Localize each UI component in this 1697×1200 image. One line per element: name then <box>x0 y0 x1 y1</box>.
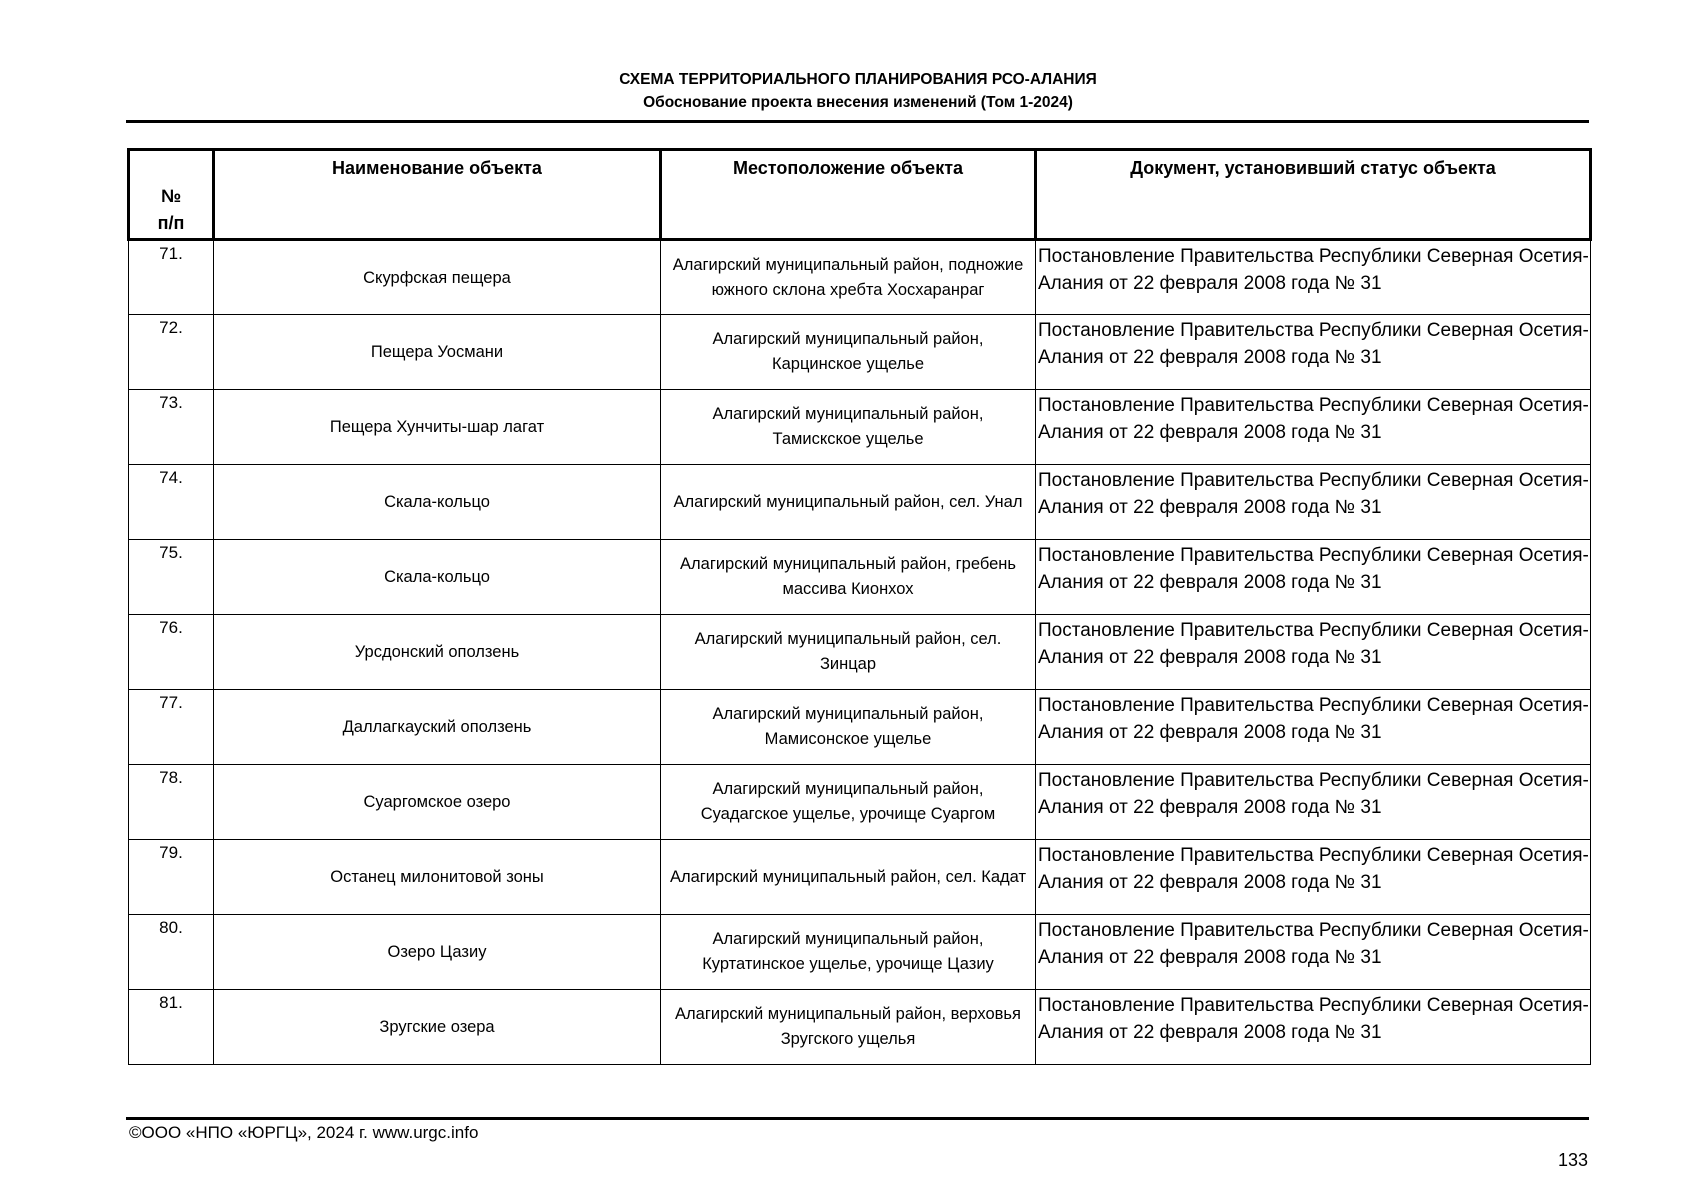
location-header-label: Местоположение объекта <box>732 158 964 178</box>
table-row <box>129 390 1591 465</box>
table-row <box>129 690 1591 765</box>
table-row <box>129 315 1591 390</box>
table-header-row <box>129 150 1591 240</box>
status-document: Постановление Правительства Республики Северная Осетия-Алания от 22 февраля 2008 года № 31 <box>1036 615 1591 690</box>
object-name: Даллагкауский оползень <box>214 690 661 765</box>
object-location: Алагирский муниципальный район, подножие южного склона хребта Хосхаранраг <box>661 240 1036 315</box>
object-location: Алагирский муниципальный район, Куртатинское ущелье, урочище Цазиу <box>661 915 1036 990</box>
table-row <box>129 540 1591 615</box>
object-name: Пещера Уосмани <box>214 315 661 390</box>
row-number: 75. <box>129 540 214 615</box>
row-number: 81. <box>129 990 214 1065</box>
status-document: Постановление Правительства Республики Северная Осетия-Алания от 22 февраля 2008 года № 31 <box>1036 240 1591 315</box>
table-row <box>129 615 1591 690</box>
footer-copyright: ©ООО «НПО «ЮРГЦ», 2024 г. www.urgc.info <box>129 1123 479 1142</box>
status-document: Постановление Правительства Республики Северная Осетия-Алания от 22 февраля 2008 года № 31 <box>1036 465 1591 540</box>
object-name: Скурфская пещера <box>214 240 661 315</box>
status-document: Постановление Правительства Республики Северная Осетия-Алания от 22 февраля 2008 года № 31 <box>1036 915 1591 990</box>
object-name: Останец милонитовой зоны <box>214 840 661 915</box>
table-row <box>129 765 1591 840</box>
table-row <box>129 240 1591 315</box>
status-document: Постановление Правительства Республики Северная Осетия-Алания от 22 февраля 2008 года № 31 <box>1036 840 1591 915</box>
object-name: Озеро Цазиу <box>214 915 661 990</box>
object-location: Алагирский муниципальный район, Мамисонское ущелье <box>661 690 1036 765</box>
column-header-location <box>661 150 1036 240</box>
row-number: 80. <box>129 915 214 990</box>
number-header-line1: № <box>160 186 182 206</box>
status-document: Постановление Правительства Республики Северная Осетия-Алания от 22 февраля 2008 года № 31 <box>1036 390 1591 465</box>
status-document: Постановление Правительства Республики Северная Осетия-Алания от 22 февраля 2008 года № 31 <box>1036 990 1591 1065</box>
object-location: Алагирский муниципальный район, Суадагское ущелье, урочище Суаргом <box>661 765 1036 840</box>
header-rule <box>126 120 1589 123</box>
object-location: Алагирский муниципальный район, сел. Зинцар <box>661 615 1036 690</box>
object-name: Пещера Хунчиты-шар лагат <box>214 390 661 465</box>
object-name: Скала-кольцо <box>214 540 661 615</box>
row-number: 79. <box>129 840 214 915</box>
document-header-label: Документ, установивший статус объекта <box>1130 158 1496 178</box>
number-header-line2: п/п <box>157 213 185 233</box>
object-location: Алагирский муниципальный район, сел. Кадат <box>661 840 1036 915</box>
column-header-number <box>129 150 214 240</box>
table-body <box>129 240 1591 1065</box>
object-name: Урсдонский оползень <box>214 615 661 690</box>
object-location: Алагирский муниципальный район, Тамискское ущелье <box>661 390 1036 465</box>
status-document: Постановление Правительства Республики Северная Осетия-Алания от 22 февраля 2008 года № 31 <box>1036 315 1591 390</box>
table-row <box>129 990 1591 1065</box>
object-location: Алагирский муниципальный район, гребень массива Кионхох <box>661 540 1036 615</box>
header-title: СХЕМА ТЕРРИТОРИАЛЬНОГО ПЛАНИРОВАНИЯ РСО-АЛАНИЯ <box>619 71 1097 88</box>
object-location: Алагирский муниципальный район, сел. Унал <box>661 465 1036 540</box>
row-number: 76. <box>129 615 214 690</box>
status-document: Постановление Правительства Республики Северная Осетия-Алания от 22 февраля 2008 года № 31 <box>1036 765 1591 840</box>
object-name: Суаргомское озеро <box>214 765 661 840</box>
status-document: Постановление Правительства Республики Северная Осетия-Алания от 22 февраля 2008 года № 31 <box>1036 540 1591 615</box>
column-header-document <box>1036 150 1591 240</box>
object-name: Зругские озера <box>214 990 661 1065</box>
status-document: Постановление Правительства Республики Северная Осетия-Алания от 22 февраля 2008 года № 31 <box>1036 690 1591 765</box>
object-location: Алагирский муниципальный район, верховья Зругского ущелья <box>661 990 1036 1065</box>
header-subtitle: Обоснование проекта внесения изменений (Том 1-2024) <box>643 94 1073 111</box>
column-header-name <box>214 150 661 240</box>
table-row <box>129 465 1591 540</box>
footer-rule <box>126 1117 1589 1120</box>
row-number: 72. <box>129 315 214 390</box>
row-number: 71. <box>129 240 214 315</box>
object-location: Алагирский муниципальный район, Карцинское ущелье <box>661 315 1036 390</box>
page-number: 133 <box>1557 1150 1588 1170</box>
row-number: 78. <box>129 765 214 840</box>
name-header-label: Наименование объекта <box>332 158 542 178</box>
row-number: 74. <box>129 465 214 540</box>
document-header <box>127 68 1589 114</box>
table-row <box>129 840 1591 915</box>
row-number: 73. <box>129 390 214 465</box>
table-row <box>129 915 1591 990</box>
object-name: Скала-кольцо <box>214 465 661 540</box>
row-number: 77. <box>129 690 214 765</box>
objects-table <box>127 148 1592 1065</box>
